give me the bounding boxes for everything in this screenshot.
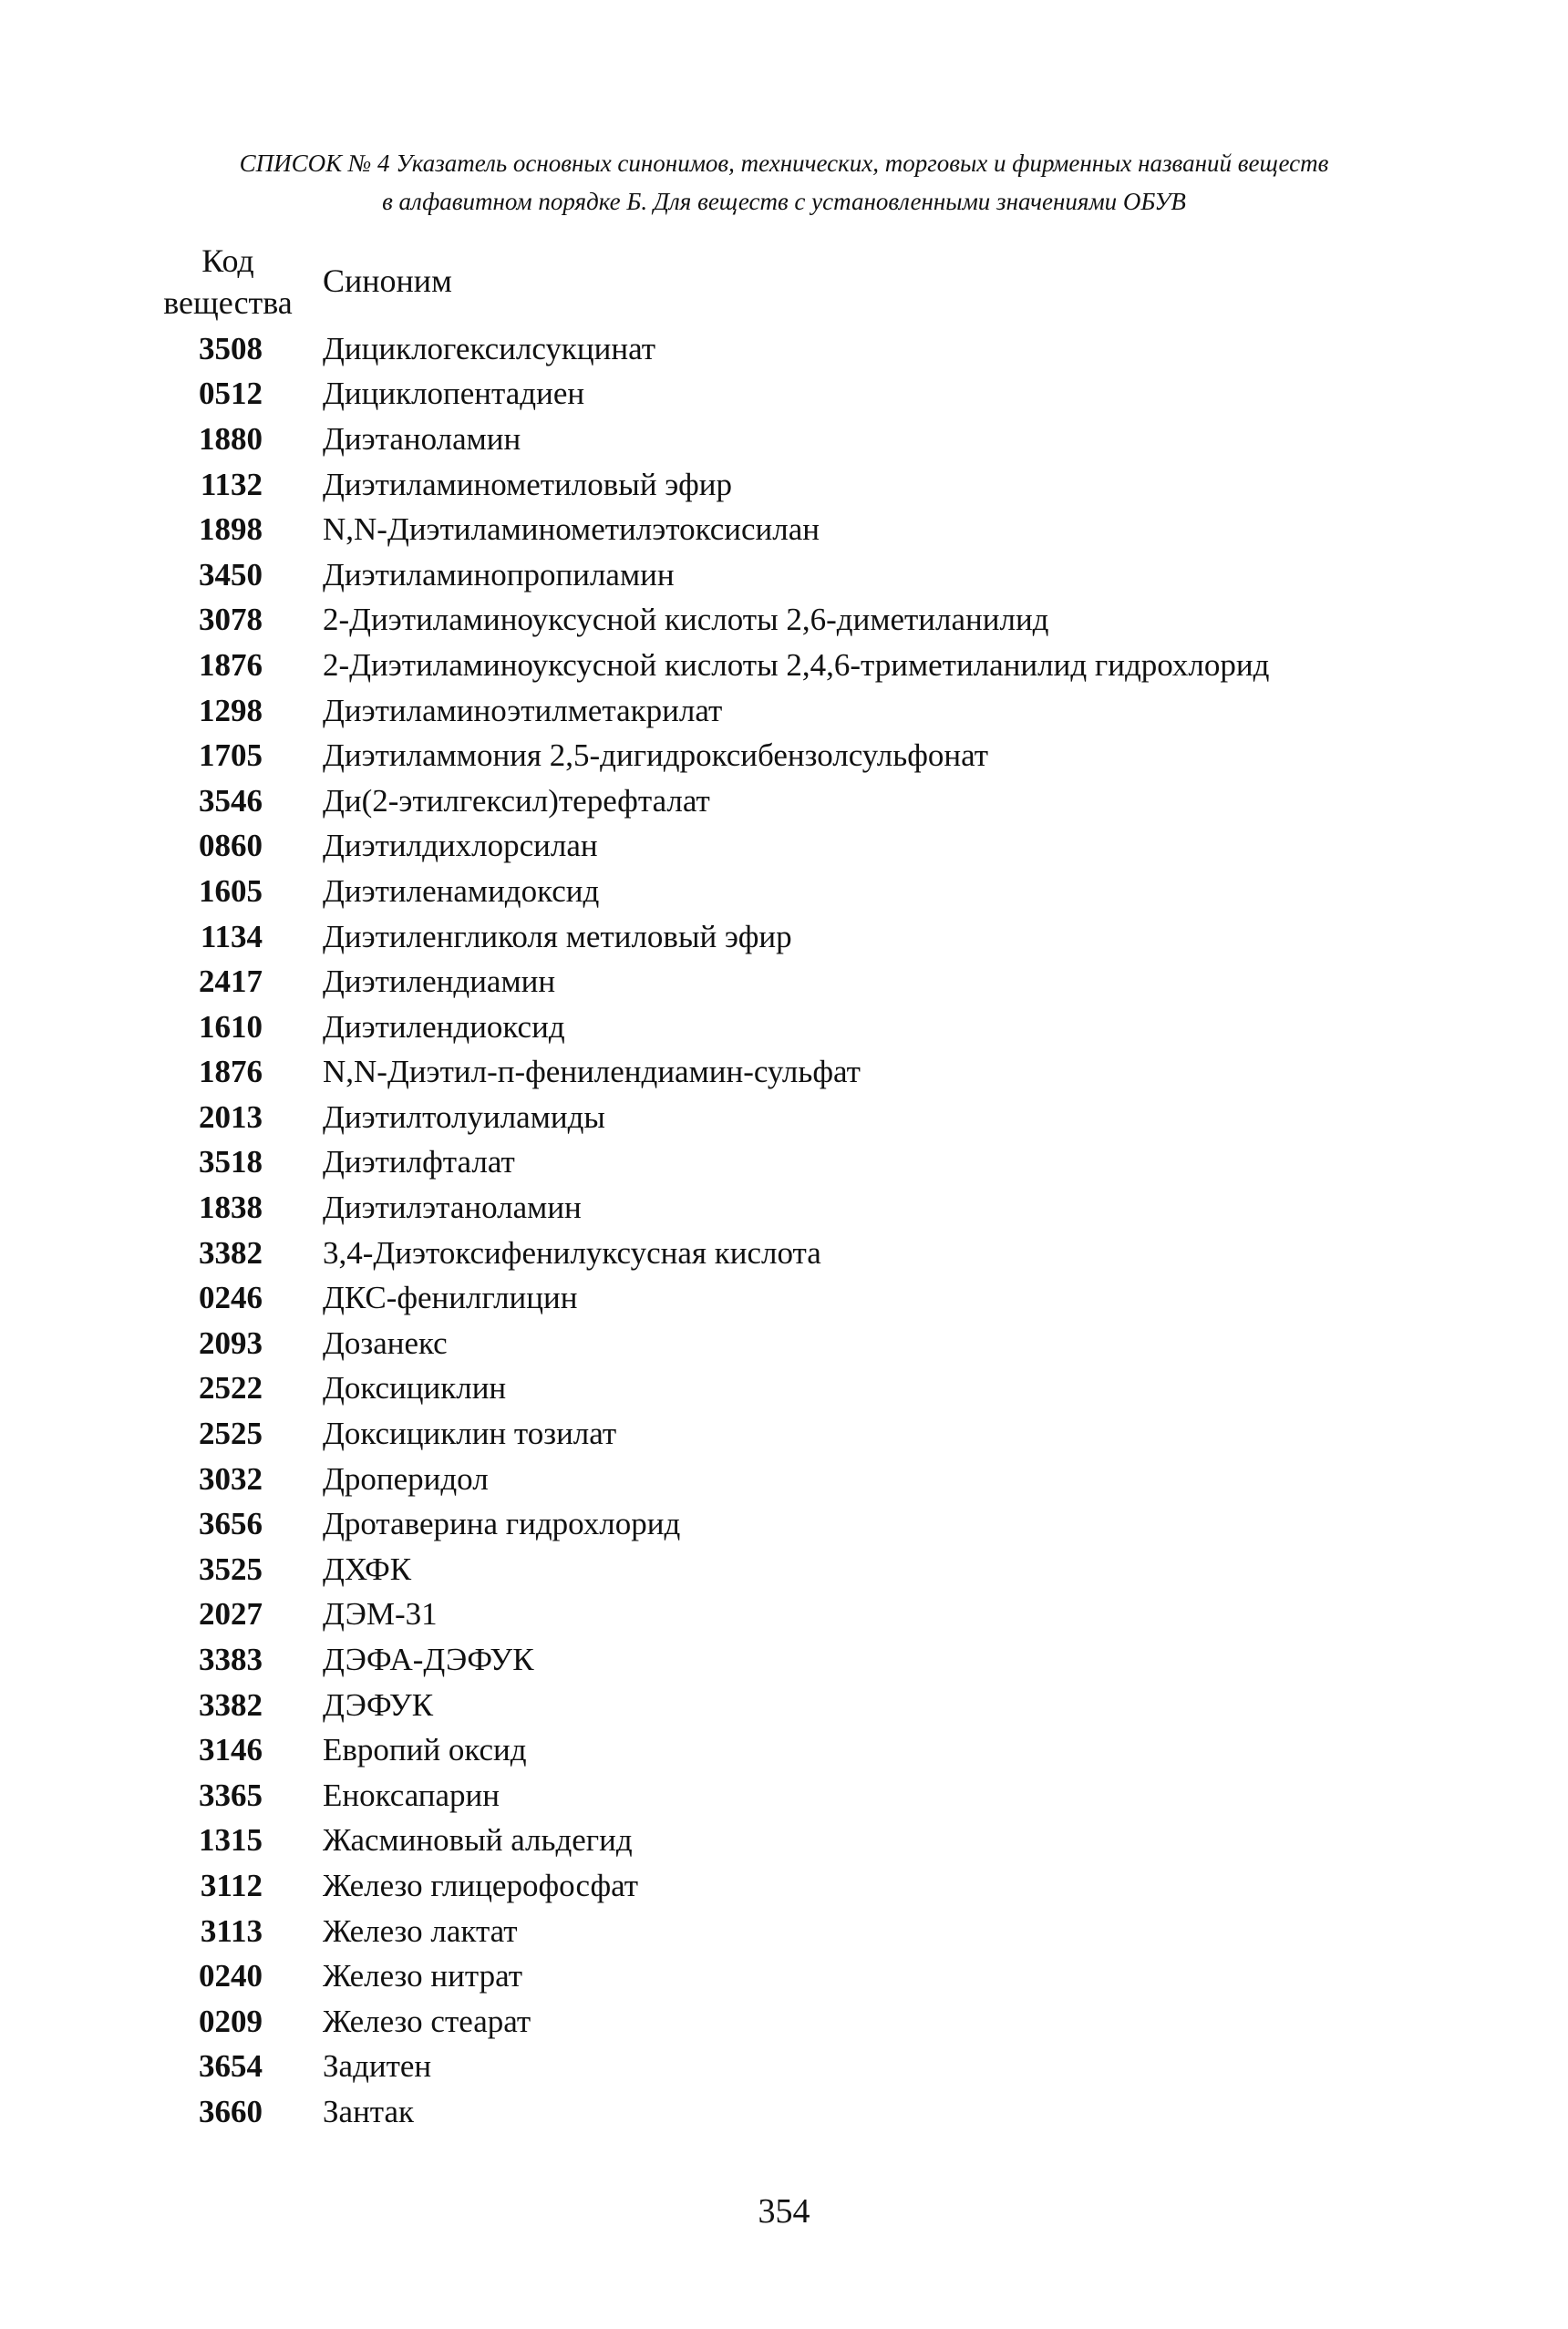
table-row bbox=[137, 778, 1431, 824]
table-row bbox=[137, 914, 1431, 960]
synonym-name: Дициклопентадиен bbox=[323, 376, 585, 412]
table-row bbox=[137, 643, 1431, 688]
table-row bbox=[137, 417, 1431, 462]
table-row bbox=[137, 326, 1431, 372]
synonym-name: Диэтаноламин bbox=[323, 420, 521, 457]
page-number: 354 bbox=[758, 2192, 810, 2231]
table-row bbox=[137, 1275, 1431, 1321]
synonym-name: 2-Диэтиламиноуксусной кислоты 2,4,6-триметиланилид гидрохлорид bbox=[323, 646, 1270, 683]
list-subtitle: в алфавитном порядке Б. Для веществ с установленными значениями ОБУВ bbox=[382, 188, 1186, 215]
substance-code: 3383 bbox=[199, 1642, 263, 1678]
table-row bbox=[137, 1999, 1431, 2045]
substance-code: 3654 bbox=[199, 2048, 263, 2085]
substance-code: 3382 bbox=[199, 1234, 263, 1271]
table-row bbox=[137, 1727, 1431, 1773]
table-row bbox=[137, 688, 1431, 734]
synonym-name: Диэтиламмония 2,5-дигидроксибензолсульфонат bbox=[323, 737, 989, 774]
substance-code: 3508 bbox=[199, 330, 263, 366]
substance-code: 0240 bbox=[199, 1958, 263, 1994]
table-row bbox=[137, 1005, 1431, 1050]
synonym-name: Зантак bbox=[323, 2093, 415, 2129]
substance-code: 1876 bbox=[199, 646, 263, 683]
synonym-name: Железо глицерофосфат bbox=[323, 1867, 639, 1903]
table-row bbox=[137, 1231, 1431, 1276]
substance-code: 3113 bbox=[200, 1912, 263, 1949]
synonym-name: Ди(2-этилгексил)терефталат bbox=[323, 782, 710, 819]
synonym-name: ДЭМ-31 bbox=[323, 1596, 438, 1633]
substance-code: 3656 bbox=[199, 1506, 263, 1542]
table-row bbox=[137, 507, 1431, 552]
table-row bbox=[137, 462, 1431, 508]
substance-code: 3112 bbox=[200, 1867, 263, 1903]
synonym-name: ДКС-фенилглицин bbox=[323, 1280, 578, 1316]
substance-code: 3146 bbox=[199, 1732, 263, 1768]
substance-code: 1298 bbox=[199, 692, 263, 728]
substance-code: 1838 bbox=[199, 1190, 263, 1226]
substance-code: 3546 bbox=[199, 782, 263, 819]
substance-code: 3382 bbox=[199, 1686, 263, 1723]
table-row bbox=[137, 824, 1431, 870]
synonym-name: Диэтилтолуиламиды bbox=[323, 1098, 605, 1135]
substance-code: 3660 bbox=[199, 2093, 263, 2129]
synonym-name: N,N-Диэтиламинометилэтоксисилан bbox=[323, 511, 820, 548]
code-column-header-line2: вещества bbox=[163, 284, 293, 321]
substance-code: 2417 bbox=[199, 964, 263, 1000]
substance-code: 3365 bbox=[199, 1777, 263, 1813]
substance-code: 1134 bbox=[200, 918, 263, 954]
substance-code: 3525 bbox=[199, 1551, 263, 1587]
list-title: СПИСОК № 4 Указатель основных синонимов, технических, торговых и фирменных названий веществ bbox=[239, 149, 1329, 177]
synonym-name: Дициклогексилсукцинат bbox=[323, 330, 656, 366]
substance-code: 1605 bbox=[199, 872, 263, 909]
table-row bbox=[137, 1501, 1431, 1547]
synonym-name: 3,4-Диэтоксифенилуксусная кислота bbox=[323, 1234, 821, 1271]
substance-code: 2522 bbox=[199, 1370, 263, 1407]
table-row bbox=[137, 959, 1431, 1005]
synonym-name: Доксициклин тозилат bbox=[323, 1416, 617, 1452]
substance-code: 2525 bbox=[199, 1416, 263, 1452]
synonym-name: N,N-Диэтил-п-фенилендиамин-сульфат bbox=[323, 1054, 861, 1090]
substance-code: 0860 bbox=[199, 828, 263, 864]
table-row bbox=[137, 1321, 1431, 1366]
substance-code: 1610 bbox=[199, 1008, 263, 1045]
table-row bbox=[137, 1411, 1431, 1457]
synonym-name: Дроперидол bbox=[323, 1460, 489, 1497]
table-row bbox=[137, 1547, 1431, 1592]
synonym-name: Диэтиламинопропиламин bbox=[323, 556, 675, 593]
substance-code: 0246 bbox=[199, 1280, 263, 1316]
synonym-name: Диэтилфталат bbox=[323, 1144, 515, 1180]
synonym-table bbox=[137, 326, 1431, 2135]
substance-code: 2027 bbox=[199, 1596, 263, 1633]
substance-code: 1132 bbox=[200, 466, 263, 502]
table-row bbox=[137, 1457, 1431, 1502]
substance-code: 3450 bbox=[199, 556, 263, 593]
synonym-name: Диэтиленамидоксид bbox=[323, 872, 600, 909]
table-row bbox=[137, 1095, 1431, 1140]
synonym-name: Железо нитрат bbox=[323, 1958, 523, 1994]
substance-code: 2013 bbox=[199, 1098, 263, 1135]
synonym-name: Диэтилендиамин bbox=[323, 964, 556, 1000]
substance-code: 1880 bbox=[199, 420, 263, 457]
substance-code: 0209 bbox=[199, 2003, 263, 2039]
synonym-name: Железо лактат bbox=[323, 1912, 518, 1949]
synonym-column-header: Синоним bbox=[323, 263, 452, 299]
substance-code: 1898 bbox=[199, 511, 263, 548]
table-row bbox=[137, 733, 1431, 778]
substance-code: 3032 bbox=[199, 1460, 263, 1497]
synonym-name: Дозанекс bbox=[323, 1324, 448, 1361]
substance-code: 1876 bbox=[199, 1054, 263, 1090]
synonym-name: Еноксапарин bbox=[323, 1777, 500, 1813]
synonym-name: Диэтилдихлорсилан bbox=[323, 828, 598, 864]
substance-code: 1705 bbox=[199, 737, 263, 774]
synonym-name: Европий оксид bbox=[323, 1732, 527, 1768]
synonym-name: Диэтиламинометиловый эфир bbox=[323, 466, 733, 502]
synonym-name: Железо стеарат bbox=[323, 2003, 531, 2039]
synonym-name: ДХФК bbox=[323, 1551, 412, 1587]
table-row bbox=[137, 552, 1431, 598]
substance-code: 1315 bbox=[199, 1822, 263, 1859]
substance-code: 3078 bbox=[199, 602, 263, 638]
table-row bbox=[137, 869, 1431, 914]
table-row bbox=[137, 1637, 1431, 1683]
table-row bbox=[137, 1592, 1431, 1638]
synonym-name: Диэтиламиноэтилметакрилат bbox=[323, 692, 723, 728]
synonym-name: Дротаверина гидрохлорид bbox=[323, 1506, 681, 1542]
table-row bbox=[137, 2089, 1431, 2135]
table-row bbox=[137, 1140, 1431, 1186]
table-row bbox=[137, 1185, 1431, 1231]
table-row bbox=[137, 1909, 1431, 1954]
table-row bbox=[137, 1366, 1431, 1412]
code-column-header-line1: Код bbox=[201, 242, 254, 279]
table-row bbox=[137, 372, 1431, 417]
table-row bbox=[137, 1773, 1431, 1819]
substance-code: 2093 bbox=[199, 1324, 263, 1361]
substance-code: 3518 bbox=[199, 1144, 263, 1180]
synonym-name: ДЭФУК bbox=[323, 1686, 434, 1723]
synonym-name: 2-Диэтиламиноуксусной кислоты 2,6-диметиланилид bbox=[323, 602, 1049, 638]
table-row bbox=[137, 1683, 1431, 1728]
substance-code: 0512 bbox=[199, 376, 263, 412]
table-row bbox=[137, 1863, 1431, 1909]
table-row bbox=[137, 598, 1431, 644]
code-column-header bbox=[150, 240, 305, 324]
table-row bbox=[137, 2045, 1431, 2090]
table-row bbox=[137, 1819, 1431, 1864]
table-row bbox=[137, 1050, 1431, 1096]
synonym-name: Диэтилендиоксид bbox=[323, 1008, 565, 1045]
synonym-name: Задитен bbox=[323, 2048, 432, 2085]
synonym-name: Диэтиленгликоля метиловый эфир bbox=[323, 918, 792, 954]
synonym-name: Диэтилэтаноламин bbox=[323, 1190, 582, 1226]
synonym-name: ДЭФА-ДЭФУК bbox=[323, 1642, 534, 1678]
synonym-name: Жасминовый альдегид bbox=[323, 1822, 633, 1859]
synonym-name: Доксициклин bbox=[323, 1370, 507, 1407]
table-row bbox=[137, 1953, 1431, 1999]
list-header bbox=[137, 144, 1431, 221]
